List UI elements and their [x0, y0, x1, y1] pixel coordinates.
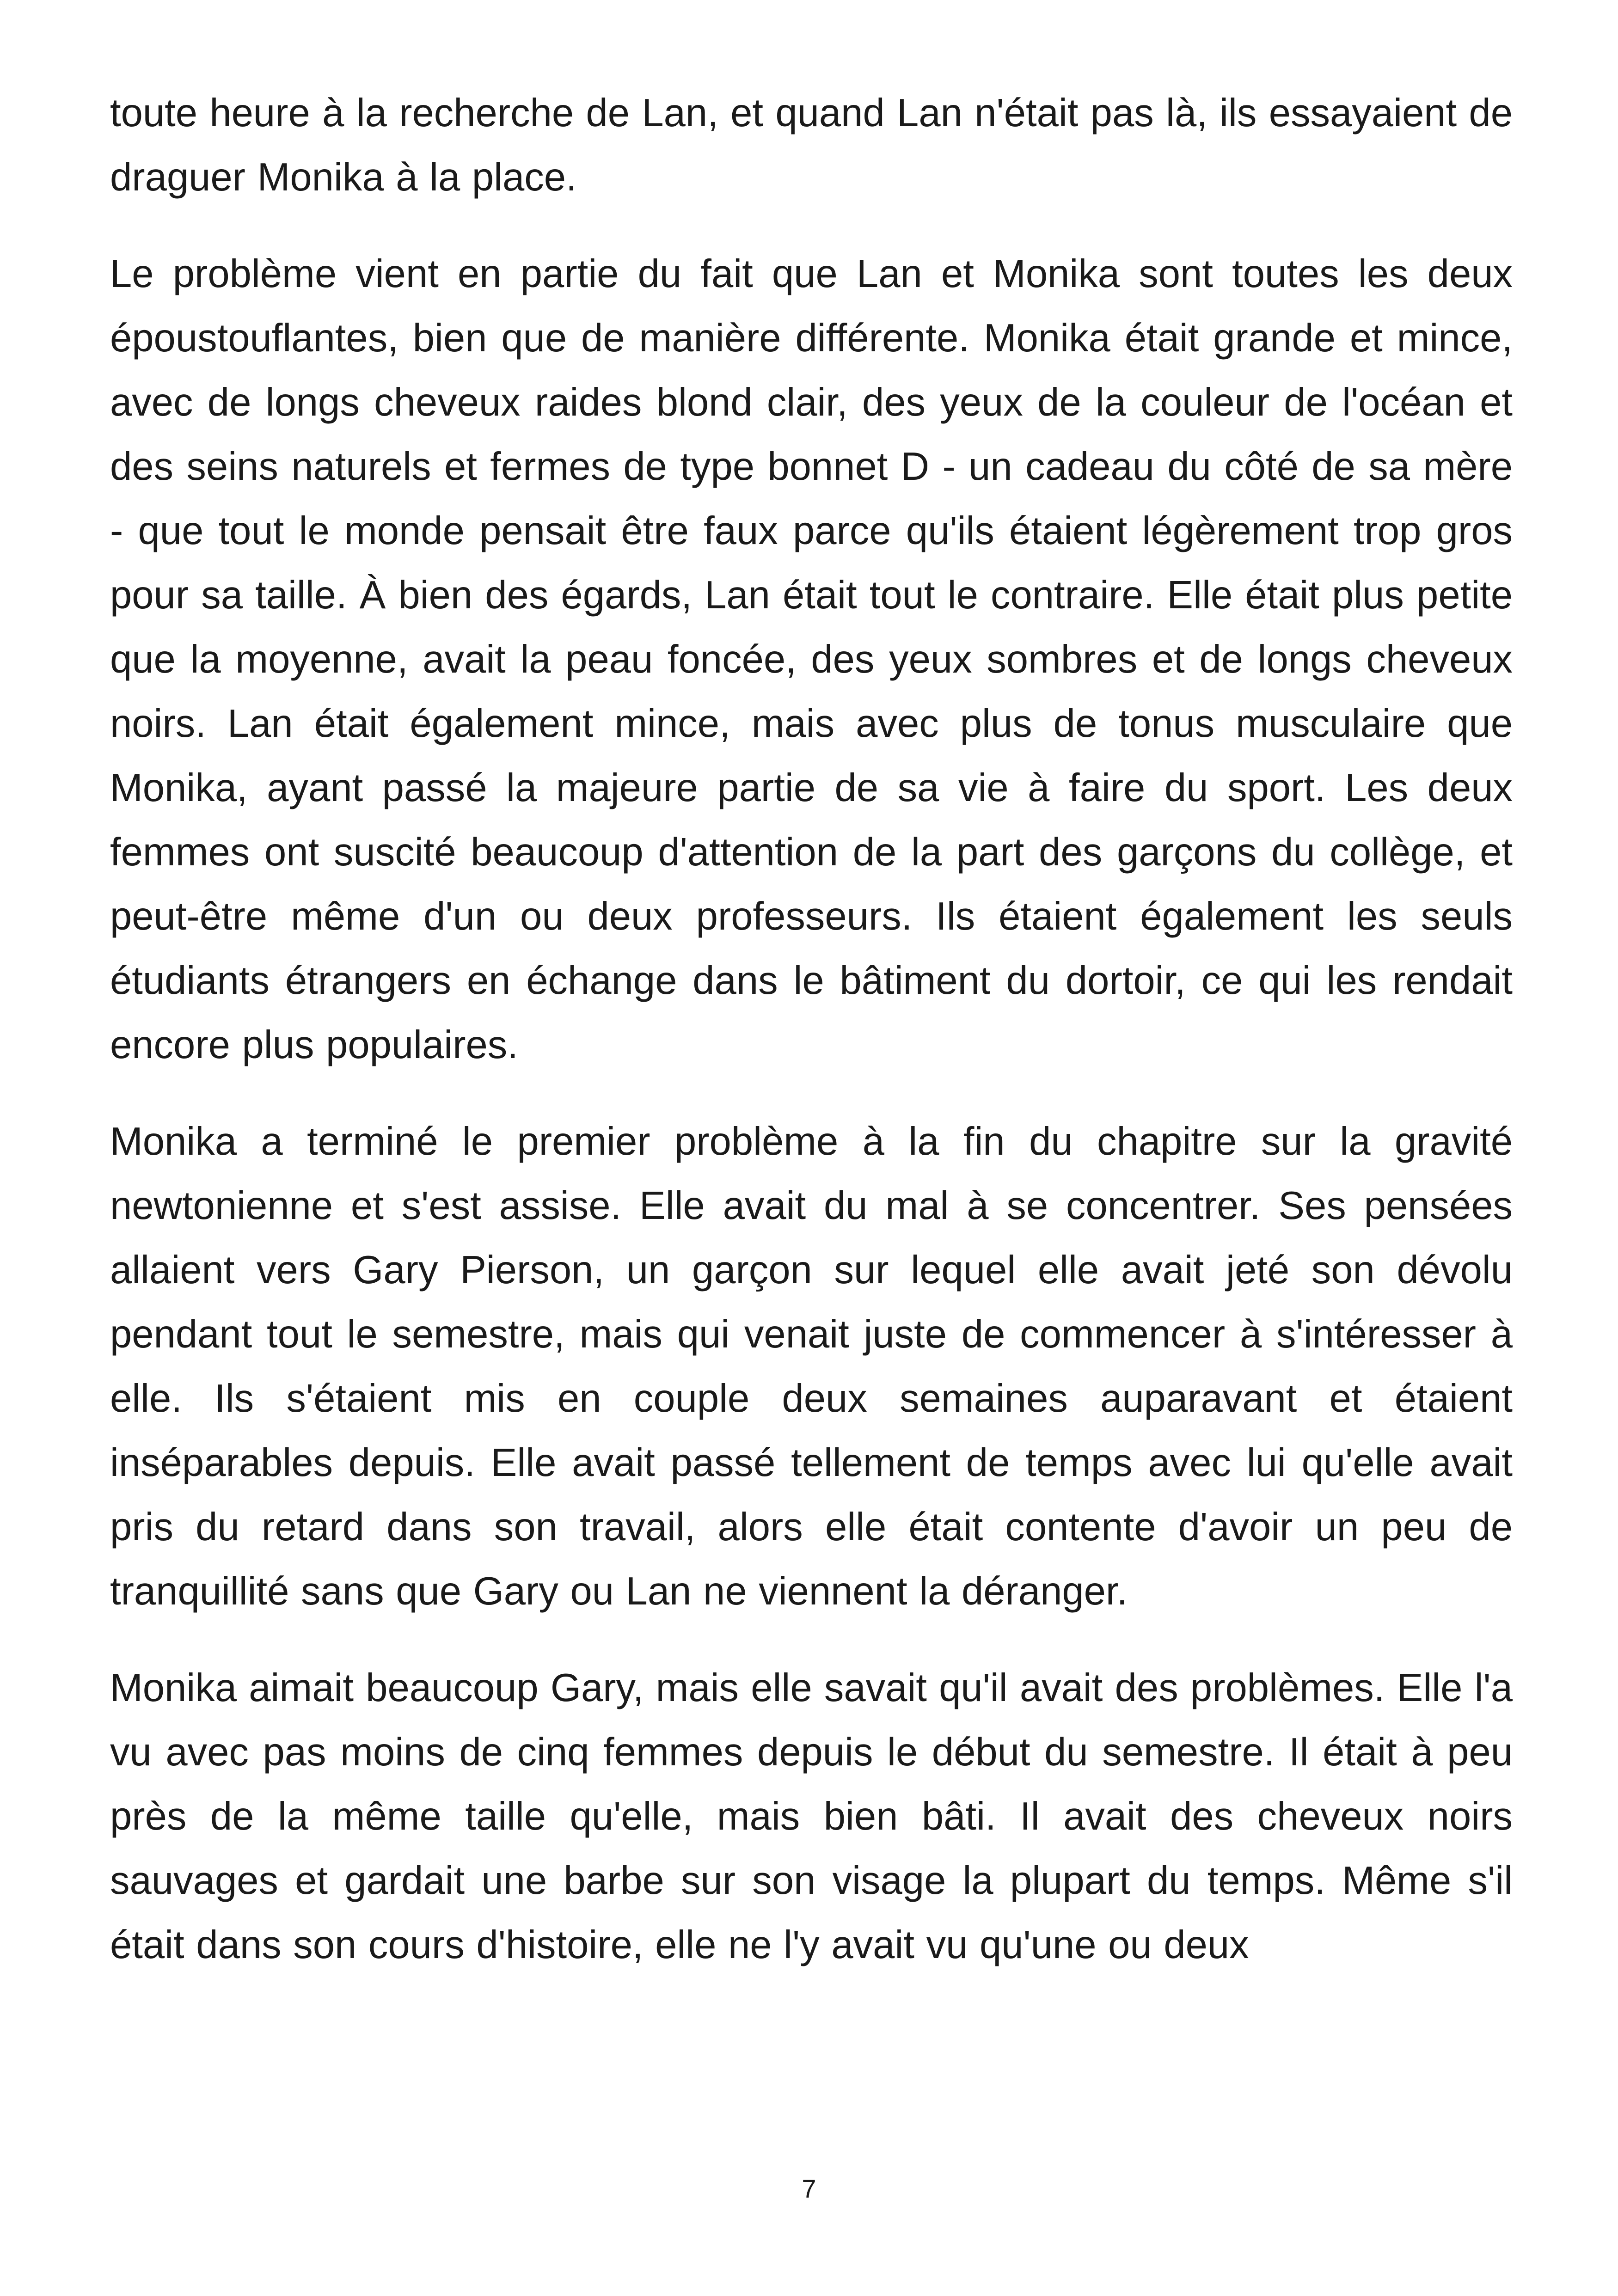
- page-number: 7: [802, 2174, 816, 2203]
- paragraph-4: Monika aimait beaucoup Gary, mais elle savait qu'il avait des problèmes. Elle l'a vu avec pas moins de cinq femmes depuis le début du semestre. Il était à peu près de la même taille qu'elle, mais bien bâti. Il avait des cheveux noirs sauvages et gardait une barbe sur son visage la plupart du temps. Même s'il était dans son cours d'histoire, elle ne l'y avait vu qu'une ou deux: [110, 1666, 1513, 1967]
- paragraph-2: Le problème vient en partie du fait que Lan et Monika sont toutes les deux époustouflantes, bien que de manière différente. Monika était grande et mince, avec de longs cheveux raides blond clair, des yeux de la couleur de l'océan et des seins naturels et fermes de type bonnet D - un cadeau du côté de sa mère - que tout le monde pensait être faux parce qu'ils étaient légèrement trop gros pour sa taille. À bien des égards, Lan était tout le contraire. Elle était plus petite que la moyenne, avait la peau foncée, des yeux sombres et de longs cheveux noirs. Lan était également mince, mais avec plus de tonus musculaire que Monika, ayant passé la majeure partie de sa vie à faire du sport. Les deux femmes ont suscité beaucoup d'attention de la part des garçons du collège, et peut-être même d'un ou deux professeurs. Ils étaient également les seuls étudiants étrangers en échange dans le bâtiment du dortoir, ce qui les rendait encore plus populaires.: [110, 252, 1513, 1067]
- body-text: [110, 81, 1513, 2009]
- paragraph-1: toute heure à la recherche de Lan, et quand Lan n'était pas là, ils essayaient de draguer Monika à la place.: [110, 91, 1513, 199]
- paragraph-3: Monika a terminé le premier problème à la fin du chapitre sur la gravité newtonienne et s'est assise. Elle avait du mal à se concentrer. Ses pensées allaient vers Gary Pierson, un garçon sur lequel elle avait jeté son dévolu pendant tout le semestre, mais qui venait juste de commencer à s'intéresser à elle. Ils s'étaient mis en couple deux semaines auparavant et étaient inséparables depuis. Elle avait passé tellement de temps avec lui qu'elle avait pris du retard dans son travail, alors elle était contente d'avoir un peu de tranquillité sans que Gary ou Lan ne viennent la déranger.: [110, 1120, 1513, 1613]
